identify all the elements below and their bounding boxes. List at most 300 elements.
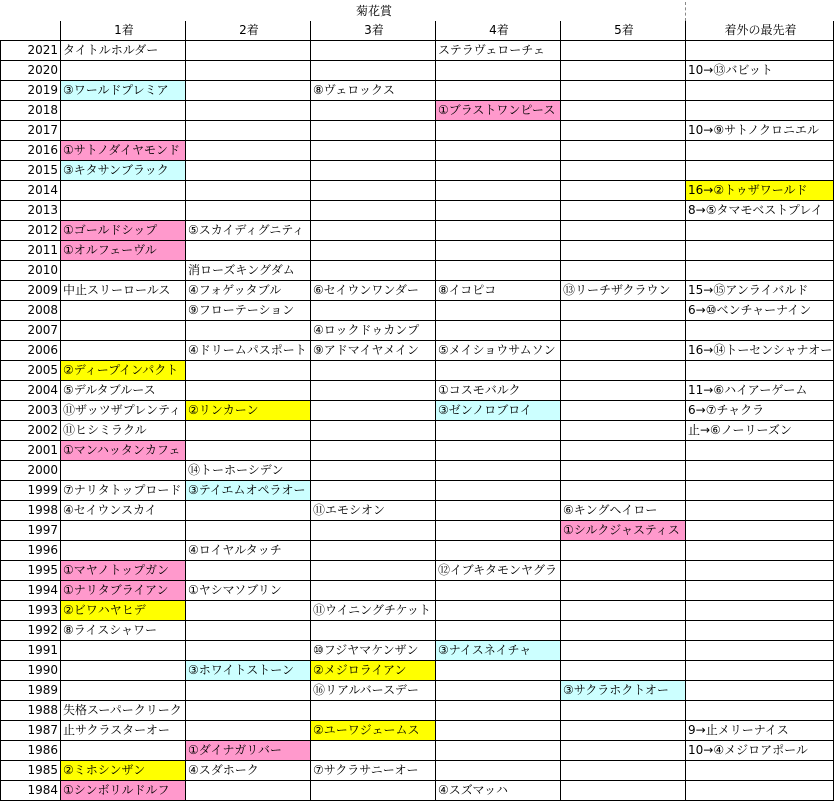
year-cell[interactable]: 2020 [1, 61, 61, 81]
cell-3rd[interactable] [311, 581, 436, 601]
cell-best-outside[interactable] [686, 701, 834, 721]
cell-1st[interactable]: 止サクラスターオー [61, 721, 186, 741]
cell-4th[interactable] [436, 221, 561, 241]
cell-best-outside[interactable] [686, 261, 834, 281]
table-row [1, 441, 834, 461]
cell-1st[interactable]: タイトルホルダー [61, 41, 186, 61]
year-cell[interactable]: 2011 [1, 241, 61, 261]
cell-4th[interactable] [436, 761, 561, 781]
table-row [1, 641, 834, 661]
cell-1st[interactable] [61, 121, 186, 141]
cell-2nd[interactable]: ①ダイナガリバー [186, 741, 311, 761]
cell-1st[interactable]: ⑤デルタブルース [61, 381, 186, 401]
cell-1st[interactable]: ⑪ヒシミラクル [61, 421, 186, 441]
year-cell[interactable]: 1992 [1, 621, 61, 641]
cell-1st[interactable] [61, 301, 186, 321]
cell-4th[interactable] [436, 61, 561, 81]
cell-4th[interactable] [436, 621, 561, 641]
cell-1st[interactable]: ①オルフェーヴル [61, 241, 186, 261]
year-cell[interactable]: 1997 [1, 521, 61, 541]
cell-best-outside[interactable]: 止→⑥ノーリーズン [686, 421, 834, 441]
year-cell[interactable]: 2014 [1, 181, 61, 201]
cell-3rd[interactable] [311, 101, 436, 121]
cell-best-outside[interactable] [686, 541, 834, 561]
cell-2nd[interactable] [186, 381, 311, 401]
cell-3rd[interactable] [311, 241, 436, 261]
cell-4th[interactable] [436, 361, 561, 381]
cell-4th[interactable] [436, 721, 561, 741]
cell-3rd[interactable] [311, 621, 436, 641]
cell-4th[interactable] [436, 421, 561, 441]
year-cell[interactable]: 2004 [1, 381, 61, 401]
cell-3rd[interactable] [311, 781, 436, 801]
cell-5th[interactable] [561, 181, 686, 201]
table-row [1, 101, 834, 121]
cell-best-outside[interactable] [686, 41, 834, 61]
cell-1st[interactable] [61, 461, 186, 481]
cell-3rd[interactable]: ⑥セイウンワンダー [311, 281, 436, 301]
table-row [1, 781, 834, 801]
cell-2nd[interactable] [186, 701, 311, 721]
cell-2nd[interactable]: ③ホワイトストーン [186, 661, 311, 681]
cell-2nd[interactable] [186, 561, 311, 581]
cell-5th[interactable] [561, 81, 686, 101]
cell-1st[interactable] [61, 741, 186, 761]
cell-best-outside[interactable] [686, 141, 834, 161]
cell-3rd[interactable] [311, 221, 436, 241]
cell-3rd[interactable] [311, 441, 436, 461]
cell-best-outside[interactable] [686, 581, 834, 601]
year-cell[interactable]: 1988 [1, 701, 61, 721]
cell-2nd[interactable] [186, 621, 311, 641]
cell-2nd[interactable] [186, 681, 311, 701]
cell-best-outside[interactable] [686, 461, 834, 481]
cell-best-outside[interactable]: 8→⑤タマモベストプレイ [686, 201, 834, 221]
cell-4th[interactable] [436, 541, 561, 561]
cell-3rd[interactable] [311, 41, 436, 61]
cell-best-outside[interactable] [686, 681, 834, 701]
cell-3rd[interactable]: ⑦サクラサニーオー [311, 761, 436, 781]
cell-3rd[interactable] [311, 161, 436, 181]
cell-5th[interactable] [561, 221, 686, 241]
cell-4th[interactable]: ⑧イコピコ [436, 281, 561, 301]
table-row [1, 621, 834, 641]
cell-3rd[interactable] [311, 181, 436, 201]
year-cell[interactable]: 1987 [1, 721, 61, 741]
cell-4th[interactable]: ③ナイスネイチャ [436, 641, 561, 661]
cell-4th[interactable]: ④スズマッハ [436, 781, 561, 801]
cell-4th[interactable] [436, 301, 561, 321]
cell-2nd[interactable] [186, 601, 311, 621]
table-row [1, 361, 834, 381]
cell-2nd[interactable]: 消ローズキングダム [186, 261, 311, 281]
cell-5th[interactable] [561, 101, 686, 121]
year-cell[interactable]: 1996 [1, 541, 61, 561]
cell-5th[interactable] [561, 761, 686, 781]
cell-1st[interactable]: 失格スーパークリーク [61, 701, 186, 721]
cell-best-outside[interactable] [686, 81, 834, 101]
year-cell[interactable]: 2009 [1, 281, 61, 301]
cell-1st[interactable] [61, 201, 186, 221]
cell-2nd[interactable]: ④スダホーク [186, 761, 311, 781]
cell-5th[interactable] [561, 641, 686, 661]
cell-5th[interactable]: ⑬リーチザクラウン [561, 281, 686, 301]
cell-4th[interactable] [436, 201, 561, 221]
cell-best-outside[interactable] [686, 441, 834, 461]
year-cell[interactable]: 1993 [1, 601, 61, 621]
table-row [1, 141, 834, 161]
year-cell[interactable]: 2013 [1, 201, 61, 221]
cell-5th[interactable] [561, 61, 686, 81]
cell-1st[interactable] [61, 641, 186, 661]
table-row [1, 41, 834, 61]
cell-4th[interactable] [436, 321, 561, 341]
cell-2nd[interactable] [186, 781, 311, 801]
cell-5th[interactable] [561, 401, 686, 421]
cell-1st[interactable] [61, 101, 186, 121]
cell-3rd[interactable]: ⑯リアルバースデー [311, 681, 436, 701]
cell-3rd[interactable] [311, 261, 436, 281]
year-cell[interactable]: 1984 [1, 781, 61, 801]
cell-best-outside[interactable] [686, 521, 834, 541]
header-3rd: 3着 [311, 21, 436, 41]
cell-5th[interactable] [561, 361, 686, 381]
cell-3rd[interactable] [311, 521, 436, 541]
cell-2nd[interactable]: ③テイエムオペラオー [186, 481, 311, 501]
cell-3rd[interactable] [311, 381, 436, 401]
table-row [1, 221, 834, 241]
cell-5th[interactable]: ①シルクジャスティス [561, 521, 686, 541]
cell-1st[interactable]: ①サトノダイヤモンド [61, 141, 186, 161]
year-cell[interactable]: 2007 [1, 321, 61, 341]
cell-4th[interactable] [436, 661, 561, 681]
year-cell[interactable]: 2019 [1, 81, 61, 101]
year-cell[interactable]: 2000 [1, 461, 61, 481]
cell-3rd[interactable]: ⑧ヴェロックス [311, 81, 436, 101]
cell-2nd[interactable] [186, 81, 311, 101]
cell-5th[interactable] [561, 621, 686, 641]
cell-3rd[interactable]: ⑨アドマイヤメイン [311, 341, 436, 361]
cell-5th[interactable] [561, 421, 686, 441]
cell-3rd[interactable] [311, 401, 436, 421]
cell-1st[interactable]: ①ゴールドシップ [61, 221, 186, 241]
cell-3rd[interactable] [311, 121, 436, 141]
year-cell[interactable]: 2012 [1, 221, 61, 241]
cell-4th[interactable] [436, 161, 561, 181]
cell-2nd[interactable] [186, 141, 311, 161]
cell-2nd[interactable] [186, 721, 311, 741]
year-cell[interactable]: 2005 [1, 361, 61, 381]
year-cell[interactable]: 1995 [1, 561, 61, 581]
cell-best-outside[interactable] [686, 781, 834, 801]
cell-2nd[interactable] [186, 61, 311, 81]
cell-best-outside[interactable] [686, 361, 834, 381]
cell-1st[interactable]: ①シンボリルドルフ [61, 781, 186, 801]
cell-2nd[interactable]: ②リンカーン [186, 401, 311, 421]
cell-2nd[interactable] [186, 321, 311, 341]
cell-5th[interactable] [561, 601, 686, 621]
header-year [1, 21, 61, 41]
cell-4th[interactable] [436, 601, 561, 621]
table-row [1, 761, 834, 781]
cell-best-outside[interactable]: 10→⑬バビット [686, 61, 834, 81]
cell-5th[interactable]: ③サクラホクトオー [561, 681, 686, 701]
table-row [1, 701, 834, 721]
cell-2nd[interactable]: ④フォゲッタブル [186, 281, 311, 301]
year-cell[interactable]: 1990 [1, 661, 61, 681]
cell-5th[interactable] [561, 581, 686, 601]
cell-best-outside[interactable]: 6→⑦チャクラ [686, 401, 834, 421]
cell-5th[interactable]: ⑥キングヘイロー [561, 501, 686, 521]
cell-4th[interactable] [436, 441, 561, 461]
table-row [1, 121, 834, 141]
cell-5th[interactable] [561, 441, 686, 461]
cell-best-outside[interactable] [686, 101, 834, 121]
cell-3rd[interactable]: ⑪エモシオン [311, 501, 436, 521]
year-cell[interactable]: 1999 [1, 481, 61, 501]
results-table [0, 2, 834, 801]
cell-3rd[interactable] [311, 481, 436, 501]
cell-4th[interactable] [436, 181, 561, 201]
cell-2nd[interactable]: ①ヤシマソブリン [186, 581, 311, 601]
cell-best-outside[interactable]: 11→⑥ハイアーゲーム [686, 381, 834, 401]
cell-5th[interactable] [561, 161, 686, 181]
cell-4th[interactable] [436, 481, 561, 501]
cell-best-outside[interactable]: 15→⑮アンライバルド [686, 281, 834, 301]
cell-1st[interactable]: ①マンハッタンカフェ [61, 441, 186, 461]
cell-best-outside[interactable]: 6→⑩ベンチャーナイン [686, 301, 834, 321]
table-row [1, 581, 834, 601]
year-cell[interactable]: 2021 [1, 41, 61, 61]
header-1st: 1着 [61, 21, 186, 41]
cell-2nd[interactable] [186, 501, 311, 521]
cell-best-outside[interactable]: 10→④メジロアポール [686, 741, 834, 761]
cell-5th[interactable] [561, 321, 686, 341]
table-row [1, 301, 834, 321]
table-row [1, 741, 834, 761]
cell-1st[interactable] [61, 541, 186, 561]
cell-best-outside[interactable] [686, 761, 834, 781]
header-row [1, 21, 834, 41]
table-row [1, 681, 834, 701]
cell-5th[interactable] [561, 741, 686, 761]
cell-2nd[interactable]: ⑤スカイディグニティ [186, 221, 311, 241]
cell-5th[interactable] [561, 261, 686, 281]
year-cell[interactable]: 2001 [1, 441, 61, 461]
cell-1st[interactable]: ①マヤノトップガン [61, 561, 186, 581]
table-row [1, 601, 834, 621]
year-cell[interactable]: 1989 [1, 681, 61, 701]
cell-4th[interactable]: ①コスモバルク [436, 381, 561, 401]
cell-1st[interactable]: ③ワールドプレミア [61, 81, 186, 101]
cell-best-outside[interactable]: 10→⑨サトノクロニエル [686, 121, 834, 141]
cell-5th[interactable] [561, 561, 686, 581]
year-cell[interactable]: 1991 [1, 641, 61, 661]
cell-1st[interactable]: ③キタサンブラック [61, 161, 186, 181]
cell-4th[interactable] [436, 581, 561, 601]
cell-2nd[interactable] [186, 361, 311, 381]
table-row [1, 321, 834, 341]
cell-3rd[interactable]: ②ユーワジェームス [311, 721, 436, 741]
cell-best-outside[interactable]: 9→止メリーナイス [686, 721, 834, 741]
cell-2nd[interactable] [186, 201, 311, 221]
cell-2nd[interactable] [186, 121, 311, 141]
cell-1st[interactable] [61, 321, 186, 341]
cell-4th[interactable] [436, 81, 561, 101]
header-2nd: 2着 [186, 21, 311, 41]
table-row [1, 421, 834, 441]
table-row [1, 341, 834, 361]
cell-5th[interactable] [561, 541, 686, 561]
cell-2nd[interactable]: ④ロイヤルタッチ [186, 541, 311, 561]
cell-best-outside[interactable] [686, 641, 834, 661]
cell-4th[interactable] [436, 461, 561, 481]
year-cell[interactable]: 2017 [1, 121, 61, 141]
cell-1st[interactable]: ②ミホシンザン [61, 761, 186, 781]
cell-best-outside[interactable]: 16→⑭トーセンシャナオー [686, 341, 834, 361]
table-row [1, 541, 834, 561]
cell-4th[interactable] [436, 261, 561, 281]
cell-3rd[interactable]: ⑪ウイニングチケット [311, 601, 436, 621]
cell-4th[interactable] [436, 501, 561, 521]
cell-3rd[interactable]: ④ロックドゥカンプ [311, 321, 436, 341]
cell-4th[interactable] [436, 241, 561, 261]
table-row [1, 401, 834, 421]
table-row [1, 461, 834, 481]
cell-4th[interactable] [436, 741, 561, 761]
table-row [1, 721, 834, 741]
cell-3rd[interactable] [311, 61, 436, 81]
cell-2nd[interactable] [186, 441, 311, 461]
cell-5th[interactable] [561, 121, 686, 141]
cell-2nd[interactable] [186, 181, 311, 201]
cell-1st[interactable]: ④セイウンスカイ [61, 501, 186, 521]
cell-best-outside[interactable] [686, 661, 834, 681]
cell-3rd[interactable] [311, 301, 436, 321]
cell-4th[interactable]: ⑤メイショウサムソン [436, 341, 561, 361]
cell-2nd[interactable]: ④ドリームパスポート [186, 341, 311, 361]
year-cell[interactable]: 2002 [1, 421, 61, 441]
cell-1st[interactable] [61, 521, 186, 541]
cell-5th[interactable] [561, 461, 686, 481]
year-cell[interactable]: 2006 [1, 341, 61, 361]
year-cell[interactable]: 1985 [1, 761, 61, 781]
cell-best-outside[interactable] [686, 241, 834, 261]
cell-1st[interactable]: ⑦ナリタトップロード [61, 481, 186, 501]
cell-3rd[interactable]: ⑩フジヤマケンザン [311, 641, 436, 661]
cell-5th[interactable] [561, 661, 686, 681]
year-cell[interactable]: 1986 [1, 741, 61, 761]
cell-1st[interactable] [61, 61, 186, 81]
cell-5th[interactable] [561, 241, 686, 261]
cell-3rd[interactable] [311, 461, 436, 481]
cell-1st[interactable]: ②ディープインパクト [61, 361, 186, 381]
cell-2nd[interactable]: ⑭トーホーシデン [186, 461, 311, 481]
cell-3rd[interactable] [311, 141, 436, 161]
cell-4th[interactable]: ステラヴェローチェ [436, 41, 561, 61]
cell-1st[interactable]: ②ビワハヤヒデ [61, 601, 186, 621]
cell-3rd[interactable] [311, 201, 436, 221]
table-row [1, 661, 834, 681]
cell-3rd[interactable] [311, 541, 436, 561]
cell-2nd[interactable] [186, 241, 311, 261]
cell-1st[interactable] [61, 181, 186, 201]
cell-best-outside[interactable] [686, 221, 834, 241]
cell-best-outside[interactable] [686, 601, 834, 621]
cell-3rd[interactable]: ②メジロライアン [311, 661, 436, 681]
cell-2nd[interactable] [186, 161, 311, 181]
cell-1st[interactable] [61, 261, 186, 281]
cell-1st[interactable]: ⑧ライスシャワー [61, 621, 186, 641]
year-cell[interactable]: 2008 [1, 301, 61, 321]
cell-5th[interactable] [561, 381, 686, 401]
table-row [1, 501, 834, 521]
cell-2nd[interactable] [186, 41, 311, 61]
cell-1st[interactable] [61, 681, 186, 701]
cell-1st[interactable]: ⑪ザッツザプレンティ [61, 401, 186, 421]
cell-5th[interactable] [561, 41, 686, 61]
year-cell[interactable]: 2010 [1, 261, 61, 281]
cell-3rd[interactable] [311, 421, 436, 441]
cell-1st[interactable]: 中止スリーロールス [61, 281, 186, 301]
cell-best-outside[interactable] [686, 561, 834, 581]
cell-5th[interactable] [561, 201, 686, 221]
year-cell[interactable]: 1994 [1, 581, 61, 601]
cell-2nd[interactable] [186, 641, 311, 661]
cell-3rd[interactable] [311, 561, 436, 581]
cell-4th[interactable] [436, 701, 561, 721]
year-cell[interactable]: 2016 [1, 141, 61, 161]
cell-4th[interactable]: ①ブラストワンピース [436, 101, 561, 121]
cell-best-outside[interactable] [686, 621, 834, 641]
cell-5th[interactable] [561, 141, 686, 161]
cell-2nd[interactable] [186, 101, 311, 121]
year-cell[interactable]: 2015 [1, 161, 61, 181]
cell-2nd[interactable] [186, 421, 311, 441]
cell-3rd[interactable] [311, 361, 436, 381]
cell-best-outside[interactable] [686, 161, 834, 181]
cell-4th[interactable]: ③ゼンノロブロイ [436, 401, 561, 421]
cell-3rd[interactable] [311, 741, 436, 761]
cell-4th[interactable] [436, 681, 561, 701]
cell-5th[interactable] [561, 341, 686, 361]
cell-best-outside[interactable] [686, 481, 834, 501]
cell-5th[interactable] [561, 721, 686, 741]
cell-best-outside[interactable]: 16→②トゥザワールド [686, 181, 834, 201]
cell-1st[interactable] [61, 661, 186, 681]
cell-2nd[interactable] [186, 521, 311, 541]
cell-4th[interactable] [436, 521, 561, 541]
cell-5th[interactable] [561, 481, 686, 501]
cell-3rd[interactable] [311, 701, 436, 721]
cell-2nd[interactable]: ⑨フローテーション [186, 301, 311, 321]
cell-5th[interactable] [561, 701, 686, 721]
cell-1st[interactable]: ①ナリタブライアン [61, 581, 186, 601]
cell-4th[interactable] [436, 141, 561, 161]
table-row [1, 181, 834, 201]
cell-5th[interactable] [561, 301, 686, 321]
cell-5th[interactable] [561, 781, 686, 801]
cell-best-outside[interactable] [686, 501, 834, 521]
year-cell[interactable]: 2018 [1, 101, 61, 121]
cell-4th[interactable] [436, 121, 561, 141]
table-row [1, 161, 834, 181]
year-cell[interactable]: 2003 [1, 401, 61, 421]
year-cell[interactable]: 1998 [1, 501, 61, 521]
cell-4th[interactable]: ⑫イブキタモンヤグラ [436, 561, 561, 581]
cell-best-outside[interactable] [686, 321, 834, 341]
cell-1st[interactable] [61, 341, 186, 361]
